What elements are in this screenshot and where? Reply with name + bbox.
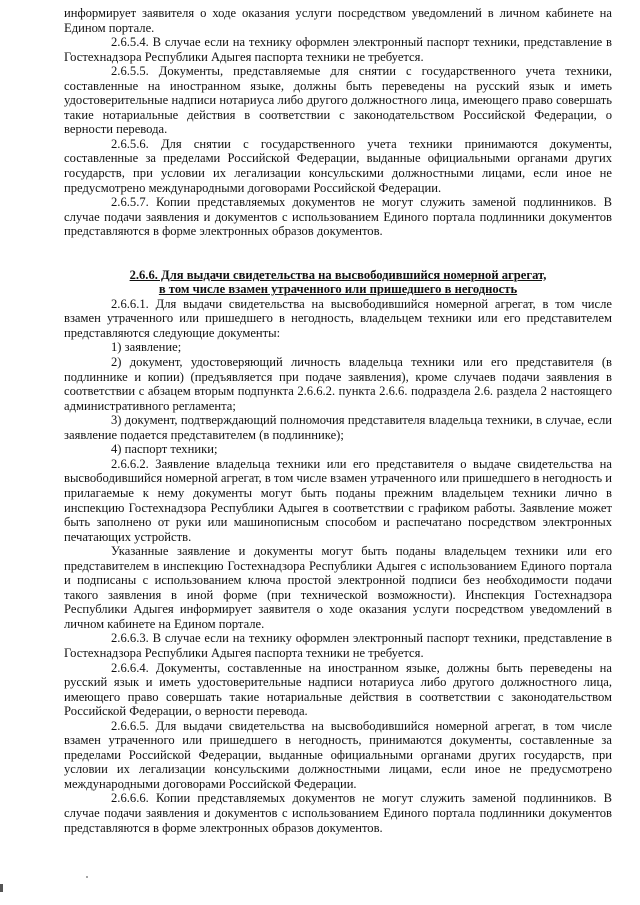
section-top [64,6,612,239]
paragraph-2-6-5-6: 2.6.5.6. Для снятии с государственного учета техники принимаются документы, составленные за пределами Российской Федерации, выданные официальными органами других государств, при условии их легализации консульскими должностными лицами, если иное не предусмотрено международными договорами Российской Федерации. [64,136,612,195]
list-item-2: 2) документ, удостоверяющий личность владельца техники или его представителя (в подлиннике и копии) (предъявляется при подаче заявления), кроме случаев подачи заявления в соответствии с абзацем вторым подпункта 2.6.6.2. пункта 2.6.6. подраздела 2.6. раздела 2 настоящего административного регламента; [64,355,612,413]
scan-speck [86,876,88,878]
paragraph-2-6-6-6: 2.6.6.6. Копии представляемых документов не могут служить заменой подлинников. В случае подачи заявления и документов с использованием Единого портала подлинники документов представляются в форме электронных образов документов. [64,791,612,835]
section-spacer [64,239,612,268]
section-heading-2-6-6 [64,268,612,297]
paragraph-2-6-6-5: 2.6.6.5. Для выдачи свидетельства на высвободившийся номерной агрегат, в том числе взамен утраченного или пришедшего в негодность, принимаются документы, составленные за пределами Российской Федерации, выданные официальными органами других государств, при условии их легализации консульскими должностными лицами, если иное не предусмотрено международными договорами Российской Федерации. [64,718,612,791]
document-page [64,6,612,835]
heading-line-2: в том числе взамен утраченного или пришедшего в негодность [158,282,518,297]
list-item-4: 4) паспорт техники; [111,442,218,457]
heading-line-1: 2.6.6. Для выдачи свидетельства на высвободившийся номерной агрегат, [129,267,547,282]
paragraph-2-6-6-1: 2.6.6.1. Для выдачи свидетельства на высвободившийся номерной агрегат, в том числе взамен утраченного или пришедшего в негодность, владельцем техники или его представителем представляются следующие документы: [64,296,612,340]
section-bottom [64,297,612,835]
paragraph-online-submission: Указанные заявление и документы могут быть поданы владельцем техники или его представителем в инспекцию Гостехнадзора Республики Адыгея с использованием Единого портала и подписаны с использованием ключа простой электронной подписи без необходимости подачи такого заявления в иной форме (при технической возможности). Инспекция Гостехнадзора Республики Адыгея информирует заявителя о ходе оказания услуги посредством уведомлений в личном кабинете на Едином портале. [64,544,612,631]
paragraph-2-6-6-4: 2.6.6.4. Документы, составленные на иностранном языке, должны быть переведены на русский язык и иметь удостоверительные надписи нотариуса либо другого должностного лица, имеющего право совершать такие нотариальные действия в соответствии с законодательством Российской Федерации, о верности перевода. [64,660,612,719]
paragraph-2-6-5-5: 2.6.5.5. Документы, представляемые для снятии с государственного учета техники, составленные на иностранном языке, должны быть переведены на русский язык и иметь удостоверительные надписи нотариуса либо другого должностного лица, имеющего право совершать такие нотариальные действия в соответствии с законодательством Российской Федерации, о верности перевода. [64,64,612,137]
list-item-1: 1) заявление; [111,340,182,355]
paragraph-2-6-6-3: 2.6.6.3. В случае если на технику оформлен электронный паспорт техники, представление в Гостехнадзора Республики Адыгея паспорта техники не требуется. [64,631,612,660]
paragraph-2-6-6-2: 2.6.6.2. Заявление владельца техники или его представителя о выдаче свидетельства на высвободившийся номерной агрегат, в том числе взамен утраченного или пришедшего в негодность и прилагаемые к нему документы могут быть поданы прежним владельцем техники лично в инспекцию Гостехнадзора Республики Адыгея в соответствии с графиком работы. Заявление может быть заполнено от руки или машинописным способом и распечатано посредством электронных печатающих устройств. [64,456,612,544]
list-item-3: 3) документ, подтверждающий полномочия представителя владельца техники, в случае, если заявление подается представителем (в подлиннике); [64,413,612,442]
scan-edge-mark [0,884,3,892]
paragraph-2-6-5-4: 2.6.5.4. В случае если на технику оформлен электронный паспорт техники, представление в Гостехнадзора Республики Адыгея паспорта техники не требуется. [64,35,612,64]
paragraph-2-6-5-7: 2.6.5.7. Копии представляемых документов не могут служить заменой подлинников. В случае подачи заявления и документов с использованием Единого портала подлинники документов представляются в форме электронных образов документов. [64,195,612,239]
paragraph: информирует заявителя о ходе оказания услуги посредством уведомлений в личном кабинете на Едином портале. [64,6,612,35]
